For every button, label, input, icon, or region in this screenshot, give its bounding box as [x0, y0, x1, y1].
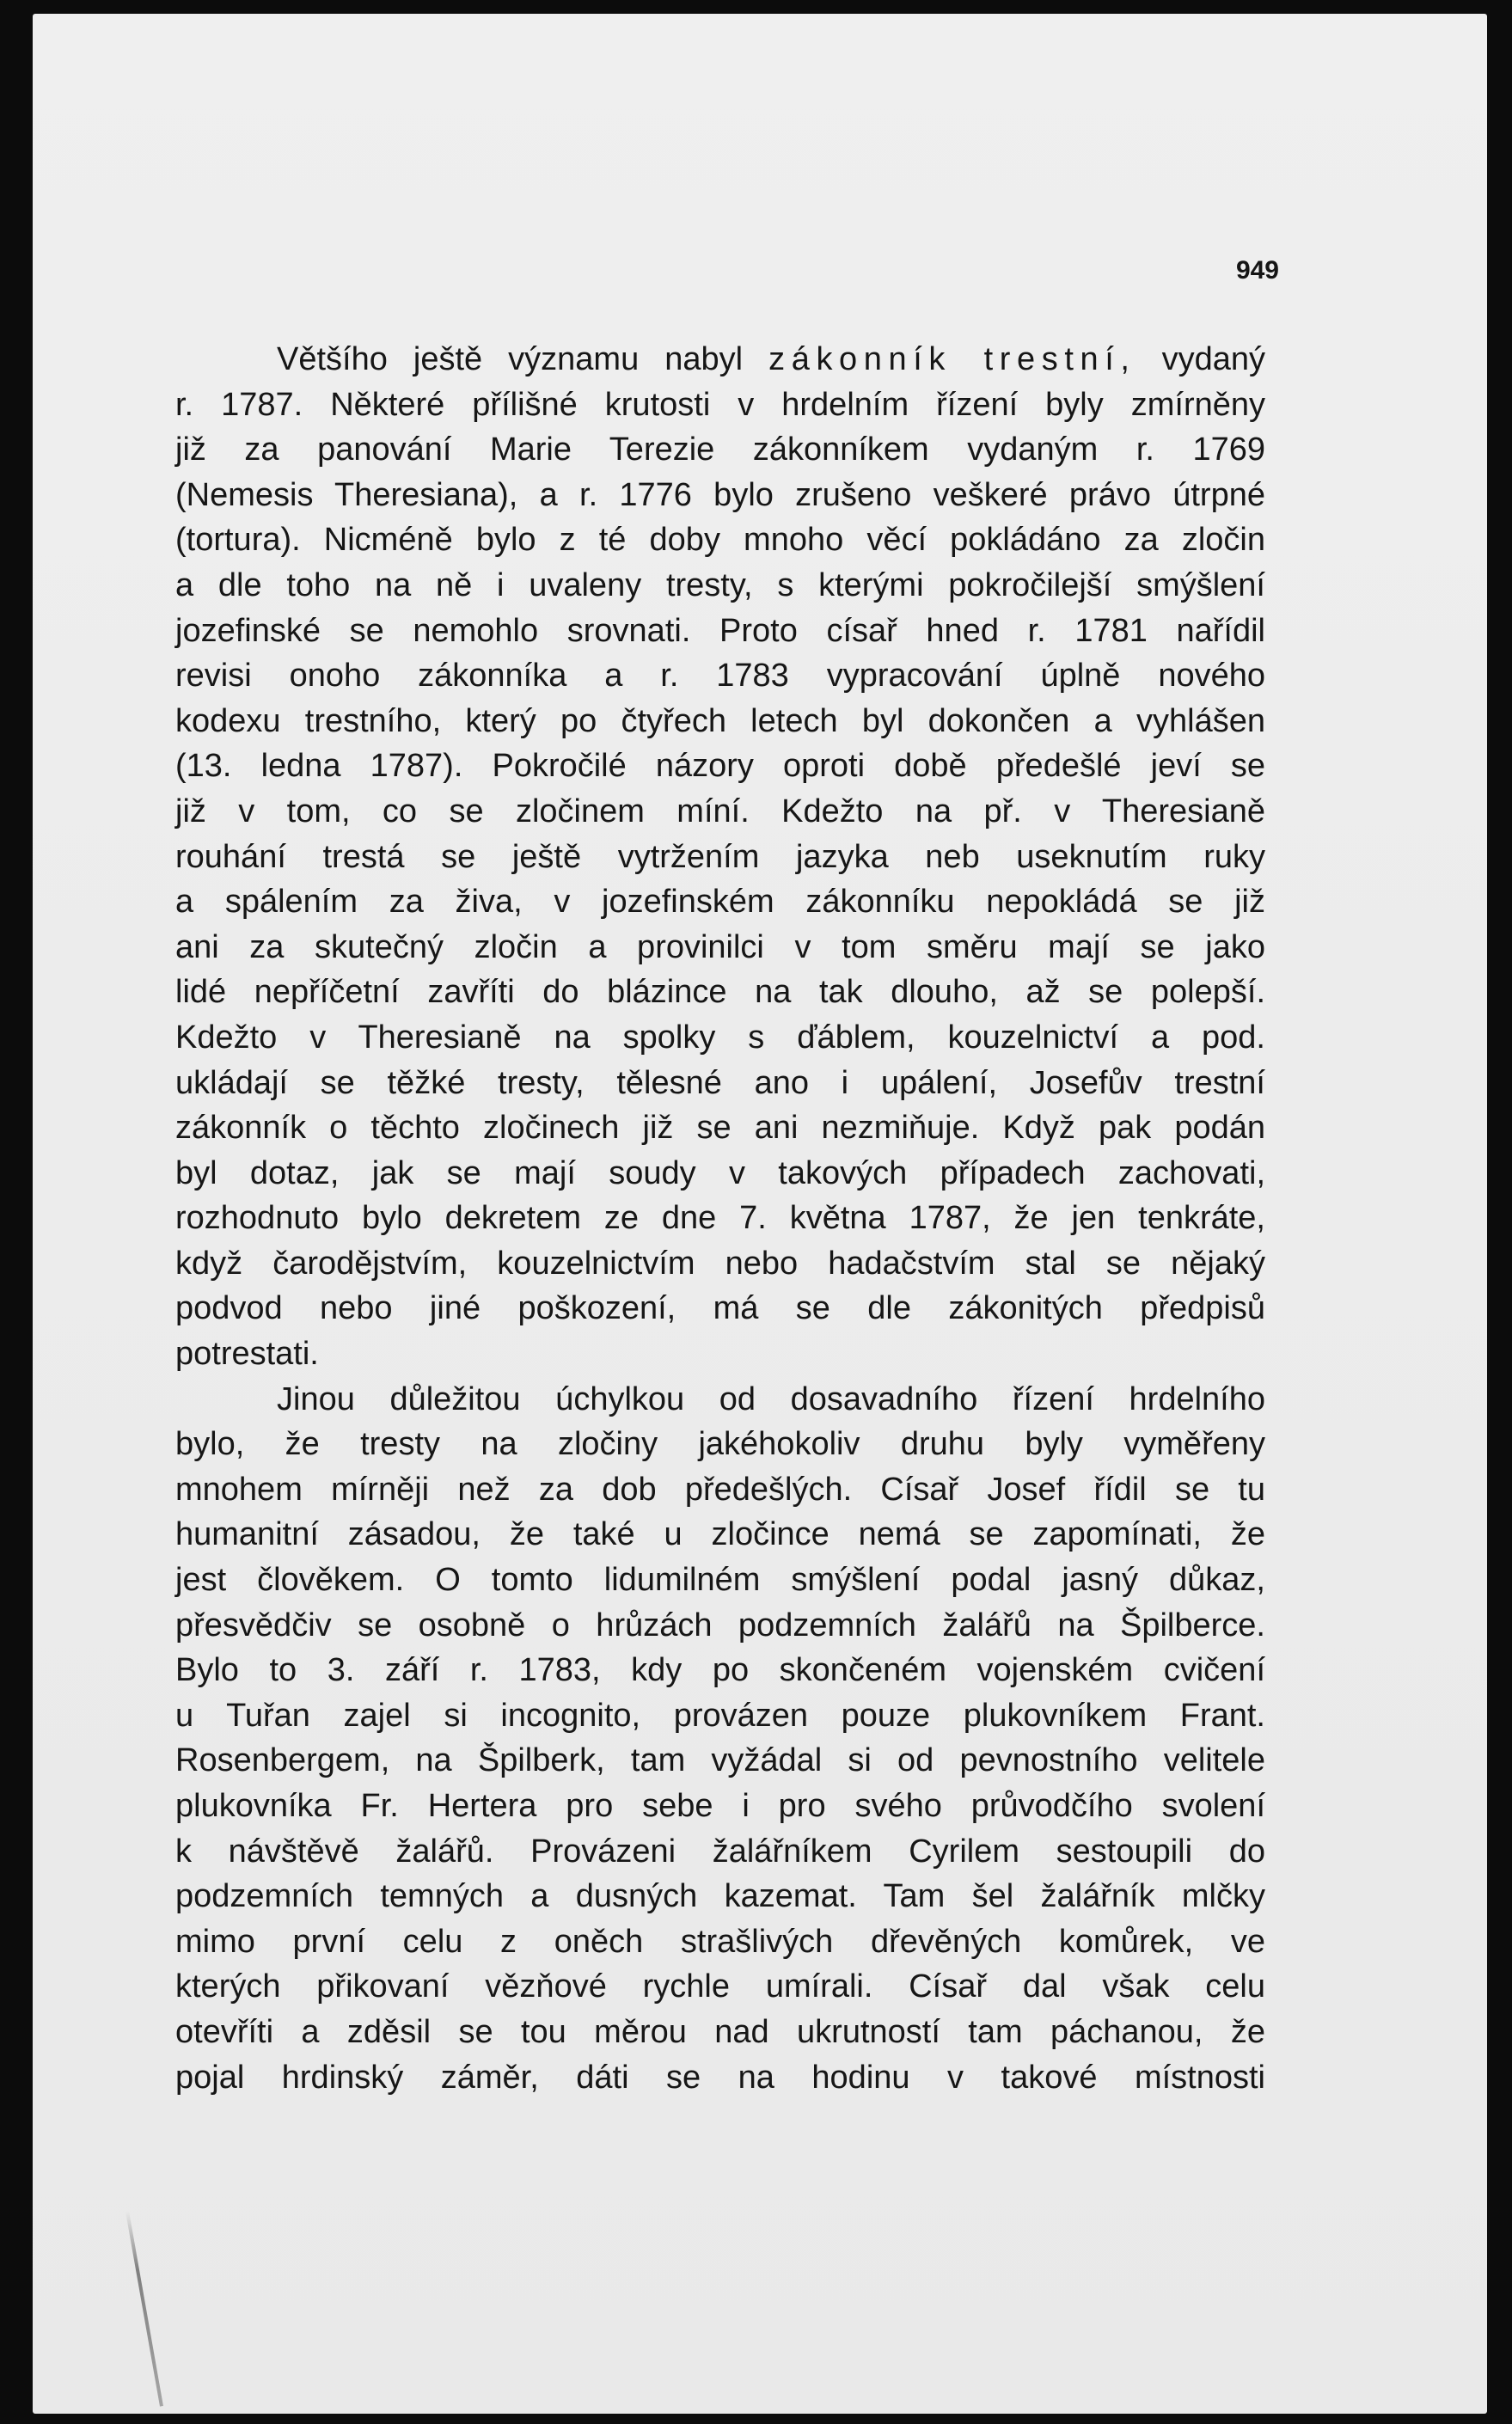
text-line: otevříti a zděsil se tou měrou nad ukrutností tam páchanou, že [175, 2013, 1265, 2050]
text-line: podzemních temných a dusných kazemat. Tam šel žalářník mlčky [175, 1878, 1265, 1915]
text-line: Rosenbergem, na Špilberk, tam vyžádal si od pevnostního velitele [175, 1742, 1265, 1779]
line-end-text: vydaný [1161, 341, 1266, 377]
text-line: již v tom, co se zločinem míní. Kdežto na př. v Theresianě [175, 793, 1265, 829]
text-line: r. 1787. Některé přílišné krutosti v hrdelním řízení byly zmírněny [175, 386, 1265, 423]
text-line: jozefinské se nemohlo srovnati. Proto císař hned r. 1781 nařídil [175, 612, 1265, 649]
text-line: a dle toho na ně i uvaleny tresty, s kterými pokročilejší smýšlení [175, 566, 1265, 603]
text-line: bylo, že tresty na zločiny jakéhokoliv druhu byly vyměřeny [175, 1426, 1265, 1463]
page-number: 949 [1235, 256, 1279, 285]
text-line: jest člověkem. O tomto lidumilném smýšlení podal jasný důkaz, [175, 1562, 1265, 1599]
text-line: zákonník o těchto zločinech již se ani nezmiňuje. Když pak podán [175, 1110, 1265, 1147]
text-line: byl dotaz, jak se mají soudy v takových případech zachovati, [175, 1154, 1265, 1191]
text-line: ukládají se těžké tresty, tělesné ano i upálení, Josefův trestní [175, 1064, 1265, 1101]
emphasized-term: zákonník trestní, [768, 341, 1136, 377]
text-line: (tortura). Nicméně bylo z té doby mnoho věcí pokládáno za zločin [175, 522, 1265, 559]
text-line: když čarodějstvím, kouzelnictvím nebo hadačstvím stal se nějaký [175, 1245, 1265, 1282]
text-line: (Nemesis Theresiana), a r. 1776 bylo zrušeno veškeré právo útrpné [175, 476, 1265, 513]
text-line: rozhodnuto bylo dekretem ze dne 7. května 1787, že jen tenkráte, [175, 1200, 1265, 1237]
text-line: a spálením za živa, v jozefinském zákonníku nepokládá se již [175, 884, 1265, 921]
text-line: plukovníka Fr. Hertera pro sebe i pro svého průvodčího svolení [175, 1788, 1265, 1824]
text-line: ani za skutečný zločin a provinilci v tom směru mají se jako [175, 928, 1265, 965]
book-page [33, 14, 1487, 2414]
text-line: mimo první celu z oněch strašlivých dřevěných komůrek, ve [175, 1923, 1265, 1960]
text-line: lidé nepříčetní zavříti do blázince na tak dlouho, až se polepší. [175, 974, 1265, 1011]
scan-scratch-mark [125, 2211, 163, 2406]
text-line: Bylo to 3. září r. 1783, kdy po skončeném vojenském cvičení [175, 1652, 1265, 1689]
text-line: (13. ledna 1787). Pokročilé názory oproti době předešlé jeví se [175, 748, 1265, 785]
paragraph-2-line-1: Jinou důležitou úchylkou od dosavadního řízení hrdelního [277, 1380, 1265, 1417]
paragraph-1-line-1 [175, 337, 1265, 383]
text-line: pojal hrdinský záměr, dáti se na hodinu v takové místnosti [175, 2059, 1265, 2096]
text-line: mnohem mírněji než za dob předešlých. Císař Josef řídil se tu [175, 1471, 1265, 1508]
text-line: kterých přikovaní vězňové rychle umírali. Císař dal však celu [175, 1968, 1265, 2005]
text-line: Kdežto v Theresianě na spolky s ďáblem, kouzelnictví a pod. [175, 1019, 1265, 1056]
body-text [175, 337, 1265, 2100]
text-line: revisi onoho zákonníka a r. 1783 vypracování úplně nového [175, 658, 1265, 695]
text-line: rouhání trestá se ještě vytržením jazyka neb useknutím ruky [175, 838, 1265, 875]
text-line: již za panování Marie Terezie zákonníkem vydaným r. 1769 [175, 432, 1265, 468]
text-line: podvod nebo jiné poškození, má se dle zákonitých předpisů [175, 1290, 1265, 1327]
text-line: u Tuřan zajel si incognito, provázen pouze plukovníkem Frant. [175, 1697, 1265, 1734]
line-start-text: Většího ještě významu nabyl [277, 341, 744, 377]
text-line: potrestati. [175, 1336, 319, 1373]
text-line: humanitní zásadou, že také u zločince nemá se zapomínati, že [175, 1516, 1265, 1553]
text-line: přesvědčiv se osobně o hrůzách podzemních žalářů na Špilberce. [175, 1607, 1265, 1644]
text-line: kodexu trestního, který po čtyřech letech byl dokončen a vyhlášen [175, 702, 1265, 739]
text-line: k návštěvě žalářů. Provázeni žalářníkem Cyrilem sestoupili do [175, 1833, 1265, 1870]
